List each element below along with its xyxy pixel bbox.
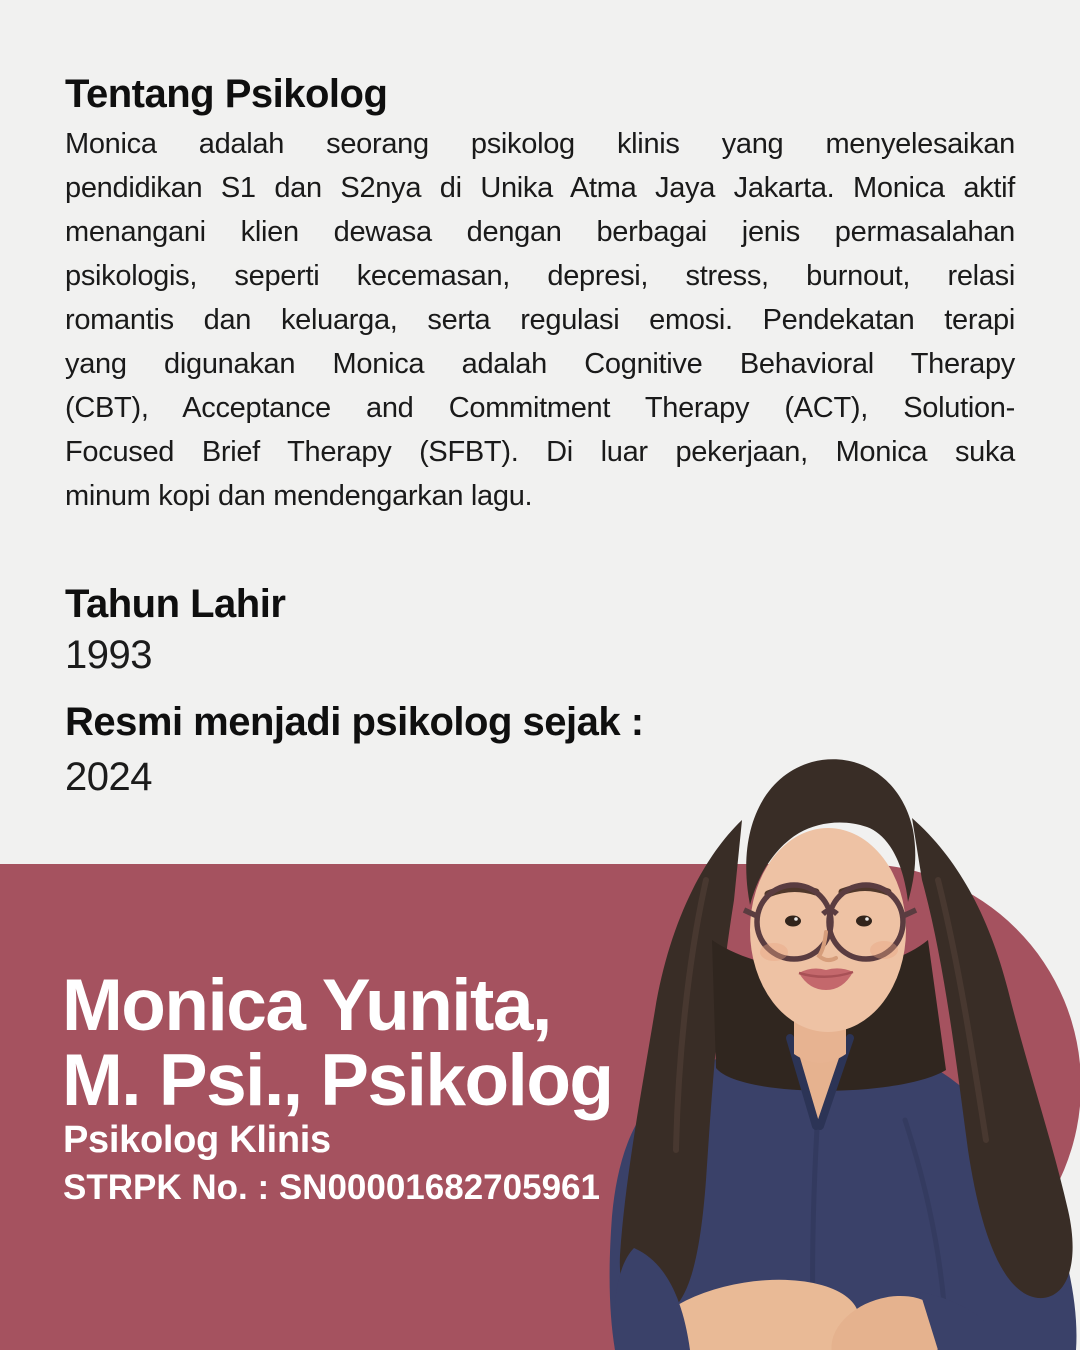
profile-name-line1: Monica Yunita, <box>62 965 551 1046</box>
cheek-blush <box>870 941 898 959</box>
paragraph-line: (CBT), Acceptance and Commitment Therapy (ACT), Solution- <box>65 392 1015 424</box>
about-paragraph <box>65 122 1015 518</box>
birth-year-heading: Tahun Lahir <box>65 582 286 626</box>
paragraph-line: yang digunakan Monica adalah Cognitive Behavioral Therapy <box>65 348 1015 380</box>
eye-glint <box>794 917 798 921</box>
paragraph-line: menangani klien dewasa dengan berbagai jenis permasalahan <box>65 216 1015 248</box>
paragraph-line: Monica adalah seorang psikolog klinis yang menyelesaikan <box>65 128 1015 160</box>
license-since-heading: Resmi menjadi psikolog sejak : <box>65 700 644 744</box>
profile-name-line2: M. Psi., Psikolog <box>62 1040 613 1121</box>
about-heading: Tentang Psikolog <box>65 72 388 116</box>
profile-strpk-number: STRPK No. : SN00001682705961 <box>63 1168 600 1207</box>
eye-glint <box>865 917 869 921</box>
paragraph-line: Focused Brief Therapy (SFBT). Di luar pekerjaan, Monica suka <box>65 436 1015 468</box>
profile-title: Psikolog Klinis <box>63 1119 331 1161</box>
portrait-photo <box>610 759 1077 1350</box>
license-since-value: 2024 <box>65 755 152 799</box>
paragraph-line: romantis dan keluarga, serta regulasi emosi. Pendekatan terapi <box>65 304 1015 336</box>
cheek-blush <box>760 943 788 961</box>
birth-year-value: 1993 <box>65 633 152 677</box>
paragraph-line: minum kopi dan mendengarkan lagu. <box>65 480 533 512</box>
paragraph-line: pendidikan S1 dan S2nya di Unika Atma Jaya Jakarta. Monica aktif <box>65 172 1015 204</box>
profile-name <box>62 965 622 1121</box>
paragraph-line: psikologis, seperti kecemasan, depresi, stress, burnout, relasi <box>65 260 1015 292</box>
